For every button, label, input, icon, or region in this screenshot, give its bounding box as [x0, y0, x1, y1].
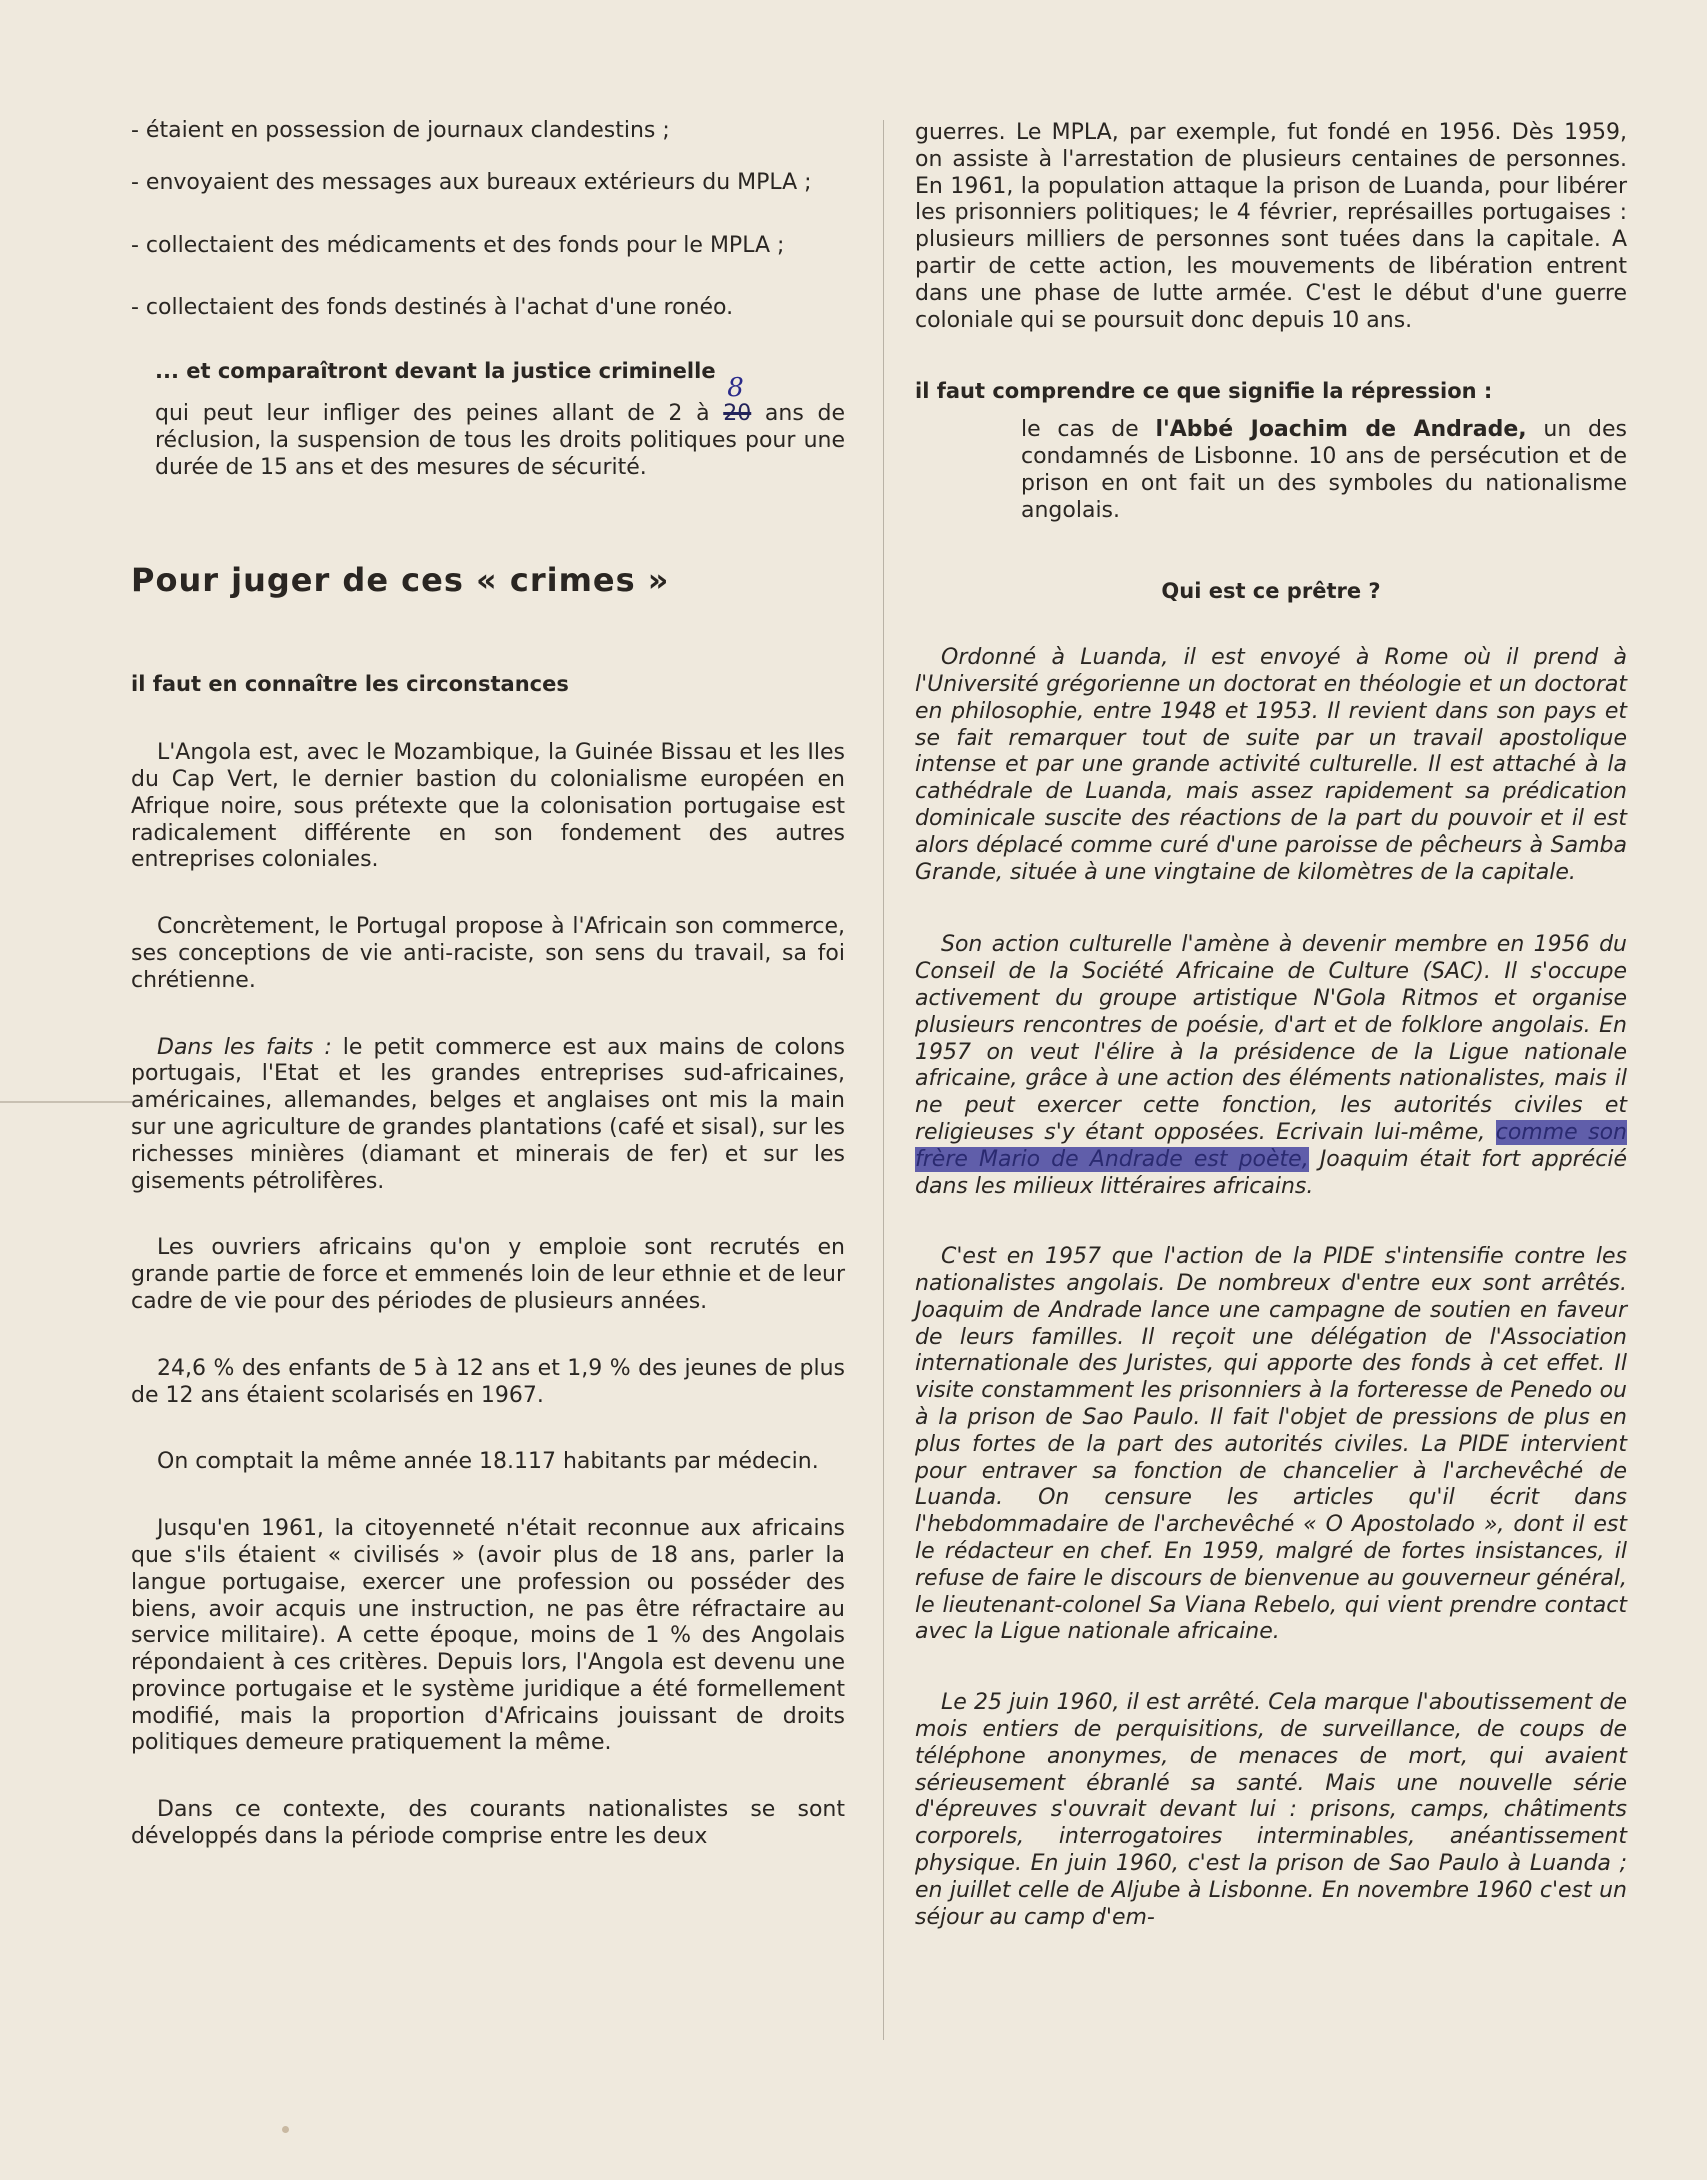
repression-heading: il faut comprendre ce que signifie la répression : — [915, 379, 1493, 404]
justice-text-before: qui peut leur infliger des peines allant de 2 à — [155, 400, 710, 426]
bio-paragraph: Ordonné à Luanda, il est envoyé à Rome où il prend à l'Université grégorienne un doctorat en théologie et un doctorat en philosophie, entre 1948 et 1953. Il revient dans son pays et se fait remarquer tout de suite par un travail apostolique intense et par une grande activité culturelle. Il est attaché à la cathédrale de Luanda, mais assez rapidement sa prédication dominicale suscite des réactions de la part du pouvoir et il est alors déplacé comme curé d'une paroisse de pêcheurs à Samba Grande, située à une vingtaine de kilomètres de la capitale. — [915, 645, 1627, 885]
bullet-item: - collectaient des fonds destinés à l'achat d'une ronéo. — [131, 295, 734, 321]
column-divider — [883, 120, 884, 2040]
justice-text-after: ans de réclusion, la suspension de tous les droits politiques pour une durée de 15 ans et des mesures de sécurité. — [155, 400, 845, 480]
body-paragraph: Dans ce contexte, des courants nationalistes se sont développés dans la période comprise entre les deux — [131, 1797, 845, 1850]
right-column — [915, 120, 1627, 1931]
question-heading: Qui est ce prêtre ? — [1161, 579, 1381, 604]
bullet-item: - collectaient des médicaments et des fonds pour le MPLA ; — [131, 232, 785, 258]
body-paragraph: 24,6 % des enfants de 5 à 12 ans et 1,9 % des jeunes de plus de 12 ans étaient scolarisés en 1967. — [131, 1355, 845, 1408]
culture-paragraph — [915, 932, 1627, 1200]
body-paragraph: L'Angola est, avec le Mozambique, la Guinée Bissau et les Iles du Cap Vert, le dernier bastion du colonialisme européen en Afrique noire, sous prétexte que la colonisation portugaise est radicalement différente en son fondement des autres entreprises coloniales. — [131, 740, 845, 873]
bullet-item: - étaient en possession de journaux clandestins ; — [131, 118, 670, 143]
body-paragraph — [131, 1035, 845, 1196]
handwritten-correction: 8 — [727, 372, 744, 403]
arrest-paragraph: Le 25 juin 1960, il est arrêté. Cela marque l'aboutissement de mois entiers de perquisitions, de surveillance, de coups de téléphone anonymes, de menaces de mort, qui avaient sérieusement ébranlé sa santé. Mais une nouvelle série d'épreuves s'ouvrait devant lui : prisons, camps, châtiments corporels, interrogatoires interminables, anéantissement physique. En juin 1960, c'est la prison de Sao Paulo à Luanda ; en juillet celle de Aljube à Lisbonne. En novembre 1960 c'est un séjour au camp d'em- — [915, 1690, 1627, 1930]
justice-paragraph — [131, 372, 845, 481]
body-paragraph: Concrètement, le Portugal propose à l'Africain son commerce, ses conceptions de vie anti-raciste, son sens du travail, sa foi chrétienne. — [131, 914, 845, 993]
paper-stain — [282, 2126, 289, 2133]
faits-text: le petit commerce est aux mains de colons portugais, l'Etat et les grandes entreprises sud-africaines, américaines, allemandes, belges et anglaises ont mis la main sur une agriculture de grandes plantations (café et sisal), sur les richesses minières (diamant et minerais de fer) et sur les gisements pétrolifères. — [131, 1034, 845, 1194]
body-paragraph: Les ouvriers africains qu'on y emploie sont recrutés en grande partie de force et emmenés loin de leur ethnie et de leur cadre de vie pour des périodes de plusieurs années. — [131, 1235, 845, 1314]
culture-after: Joaquim était fort apprécié dans les milieux littéraires africains. — [915, 1146, 1627, 1199]
body-paragraph: On comptait la même année 18.117 habitants par médecin. — [157, 1449, 819, 1475]
abbe-name: l'Abbé Joachim de Andrade, — [1155, 417, 1527, 443]
pide-paragraph: C'est en 1957 que l'action de la PIDE s'intensifie contre les nationalistes angolais. De nombreux d'entre eux sont arrêtés. Joaquim de Andrade lance une campagne de soutien en faveur de leurs familles. Il reçoit une délégation de l'Association internationale des Juristes, qui apporte des fonds à cet effet. Il visite constamment les prisonniers à la forteresse de Penedo ou à la prison de Sao Paulo. Il fait l'objet de pressions de plus en plus fortes de la part des autorités civiles. La PIDE intervient pour entraver sa fonction de chancelier à l'archevêché de Luanda. On censure les articles qu'il écrit dans l'hebdommadaire de l'archevêché « O Apostolado », dont il est le rédacteur en chef. En 1959, malgré de fortes insistances, il refuse de faire le discours de bienvenue au gouverneur général, le lieutenant-colonel Sa Viana Rebelo, qui vient prendre contact avec la Ligue nationale africaine. — [915, 1244, 1627, 1645]
section-subtitle: il faut en connaître les circonstances — [131, 672, 569, 697]
body-paragraph: Jusqu'en 1961, la citoyenneté n'était reconnue aux africains que s'ils étaient « civilisés » (avoir plus de 18 ans, parler la langue portugaise, exercer une profession ou posséder des biens, avoir acquis une instruction, ne pas être réfractaire au service militaire). A cette époque, moins de 1 % des Angolais répondaient à ces critères. Depuis lors, l'Angola est devenu une province portugaise et le système juridique a été formellement modifié, mais la proportion d'Africains jouissant de droits politiques demeure pratiquement la même. — [131, 1516, 845, 1756]
culture-before: Son action culturelle l'amène à devenir membre en 1956 du Conseil de la Société Africaine de Culture (SAC). Il s'occupe activement du groupe artistique N'Gola Ritmos et organise plusieurs rencontres de poésie, d'art et de folklore angolais. En 1957 on veut l'élire à la présidence de la Ligue nationale africaine, grâce à une action des éléments nationalistes, mais il ne peut exercer cette fonction, les autorités civiles et religieuses s'y étant opposées. Ecrivain lui-même, — [915, 932, 1627, 1145]
section-title: Pour juger de ces « crimes » — [131, 561, 670, 600]
abbe-after: un des condamnés de Lisbonne. 10 ans de persécution et de prison en ont fait un des symboles du nationalisme angolais. — [1021, 417, 1627, 523]
struck-number: 20 — [723, 400, 752, 426]
bullet-item: - envoyaient des messages aux bureaux extérieurs du MPLA ; — [131, 169, 812, 195]
continuation-paragraph: guerres. Le MPLA, par exemple, fut fondé en 1956. Dès 1959, on assiste à l'arrestation de plusieurs centaines de personnes. En 1961, la population attaque la prison de Luanda, pour libérer les prisonniers politiques; le 4 février, représailles portugaises : plusieurs milliers de personnes sont tuées dans la capitale. A partir de cette action, les mouvements de libération entrent dans une phase de lutte armée. C'est le début d'une guerre coloniale qui se poursuit donc depuis 10 ans. — [915, 120, 1627, 333]
faits-label: Dans les faits : — [157, 1034, 332, 1060]
marker-highlight: comme son frère Mario de Andrade est poète, — [915, 1119, 1628, 1172]
paper-fold-mark — [0, 1101, 135, 1103]
left-column — [131, 112, 845, 1851]
abbe-before: le cas de — [1021, 417, 1139, 443]
justice-heading: ... et comparaîtront devant la justice criminelle — [155, 359, 716, 384]
abbe-paragraph — [915, 417, 1627, 524]
